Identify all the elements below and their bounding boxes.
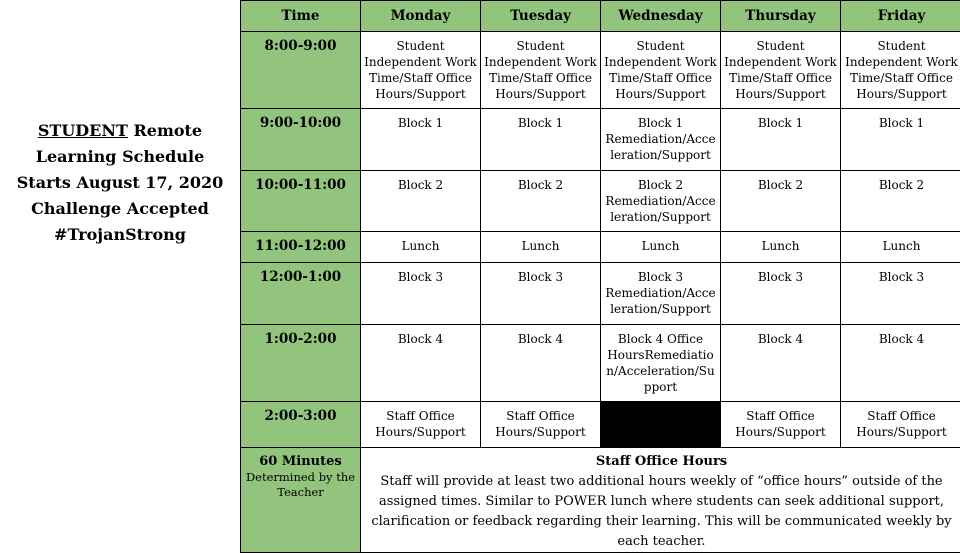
schedule-cell: Lunch [481,232,601,263]
schedule-cell: Block 2 [361,171,481,232]
schedule-cell: Block 2 [841,171,960,232]
schedule-cell: Block 1 [361,109,481,171]
time-cell: 9:00-10:00 [241,109,361,171]
schedule-cell: Staff Office Hours/Support [481,402,601,448]
schedule-cell: Lunch [361,232,481,263]
header-wednesday: Wednesday [601,1,721,32]
title-line-5: #TrojanStrong [0,222,240,248]
title-line-1 [0,118,240,144]
table-row [241,263,960,325]
header-tuesday: Tuesday [481,1,601,32]
schedule-cell: Block 3 [721,263,841,325]
table-row [241,325,960,402]
table-row [241,171,960,232]
schedule-cell: Block 1 [721,109,841,171]
time-cell: 12:00-1:00 [241,263,361,325]
schedule-cell: Block 4 [361,325,481,402]
time-cell: 8:00-9:00 [241,32,361,109]
header-thursday: Thursday [721,1,841,32]
schedule-cell: Block 3 [841,263,960,325]
footer-time-label: 60 Minutes [259,454,341,469]
table-row [241,402,960,448]
header-monday: Monday [361,1,481,32]
schedule-cell: Lunch [721,232,841,263]
time-cell: 10:00-11:00 [241,171,361,232]
office-hours-note [361,448,960,553]
time-cell: 11:00-12:00 [241,232,361,263]
title-line-1-rest: Remote [128,121,202,140]
title-line-4: Challenge Accepted [0,196,240,222]
title-line-3: Starts August 17, 2020 [0,170,240,196]
schedule-title [0,118,240,248]
schedule-cell: Block 3 [481,263,601,325]
schedule-cell: Staff Office Hours/Support [841,402,960,448]
footer-time-sub: Determined by the Teacher [244,470,357,500]
footer-row [241,448,960,553]
schedule-cell: Student Independent Work Time/Staff Office Hours/Support [721,32,841,109]
schedule-cell: Block 4 [841,325,960,402]
time-cell: 1:00-2:00 [241,325,361,402]
schedule-cell: Lunch [841,232,960,263]
schedule-cell: Student Independent Work Time/Staff Office Hours/Support [481,32,601,109]
schedule-cell: Block 4 Office HoursRemediation/Acceleration/Support [601,325,721,402]
header-friday: Friday [841,1,960,32]
schedule-cell: Lunch [601,232,721,263]
office-hours-heading: Staff Office Hours [367,452,956,472]
footer-time-cell [241,448,361,553]
schedule-table [240,0,960,553]
table-row [241,109,960,171]
schedule-cell: Block 3 Remediation/Acceleration/Support [601,263,721,325]
blocked-cell [601,402,721,448]
schedule-cell: Block 2 [721,171,841,232]
schedule-cell: Block 2 Remediation/Acceleration/Support [601,171,721,232]
header-row [241,1,960,32]
header-time: Time [241,1,361,32]
schedule-cell: Block 2 [481,171,601,232]
schedule-cell: Staff Office Hours/Support [721,402,841,448]
schedule-cell: Staff Office Hours/Support [361,402,481,448]
title-underlined-word: STUDENT [38,121,128,140]
time-cell: 2:00-3:00 [241,402,361,448]
schedule-cell: Student Independent Work Time/Staff Office Hours/Support [841,32,960,109]
schedule-cell: Block 1 Remediation/Acceleration/Support [601,109,721,171]
schedule-cell: Block 1 [481,109,601,171]
office-hours-text: Staff will provide at least two additional hours weekly of “office hours” outside of the assigned times. Similar to POWER lunch where students can seek additional support, clarification or feedback regarding their learning. This will be communicated weekly by each teacher. [371,474,951,549]
table-row [241,232,960,263]
table-row [241,32,960,109]
schedule-cell: Block 4 [721,325,841,402]
schedule-cell: Block 4 [481,325,601,402]
schedule-cell: Block 3 [361,263,481,325]
schedule-cell: Block 1 [841,109,960,171]
title-line-2: Learning Schedule [0,144,240,170]
schedule-cell: Student Independent Work Time/Staff Office Hours/Support [601,32,721,109]
schedule-cell: Student Independent Work Time/Staff Office Hours/Support [361,32,481,109]
